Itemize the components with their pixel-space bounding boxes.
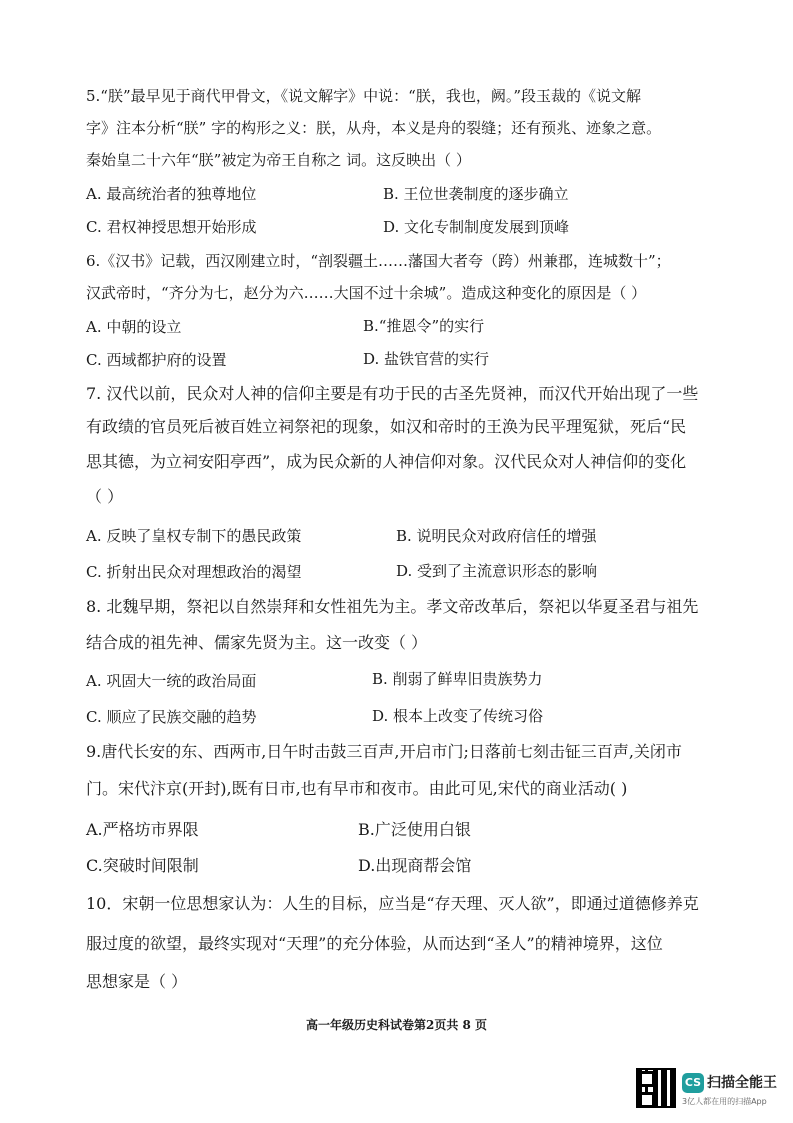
q9-option-b: B.广泛使用白银	[358, 820, 471, 839]
q6-stem-line-2: 汉武帝时，“齐分为七，赵分为六……大国不过十余城”。造成这种变化的原因是（ ）	[86, 284, 647, 302]
q6-option-b: B.“推恩令”的实行	[363, 317, 485, 335]
q7-stem-line-1: 7. 汉代以前，民众对人神的信仰主要是有功于民的古圣先贤神，而汉代开始出现了一些	[86, 384, 699, 403]
q10-stem-line-1: 10．宋朝一位思想家认为：人生的目标，应当是“存天理、灭人欲”，即通过道德修养克	[86, 894, 699, 913]
camscanner-logo-icon: CS	[682, 1073, 704, 1093]
q6-option-d: D. 盐铁官营的实行	[363, 350, 490, 368]
q7-option-a: A. 反映了皇权专制下的愚民政策	[86, 527, 302, 545]
q9-stem-line-2: 门。宋代汴京(开封),既有日市,也有早市和夜市。由此可见,宋代的商业活动( )	[86, 779, 628, 798]
q8-option-b: B. 削弱了鲜卑旧贵族势力	[372, 670, 543, 688]
q10-stem-line-2: 服过度的欲望，最终实现对“天理”的充分体验，从而达到“圣人”的精神境界，这位	[86, 934, 663, 953]
q6-stem-line-1: 6.《汉书》记载，西汉刚建立时，“剖裂疆土……藩国大者夸（跨）州兼郡，连城数十”；	[86, 252, 671, 270]
q9-stem-line-1: 9.唐代长安的东、西两市,日午时击鼓三百声,开启市门;日落前七刻击钲三百声,关闭市	[86, 742, 682, 761]
q5-stem-line-3: 秦始皇二十六年“朕”被定为帝王自称之 词。这反映出（ ）	[86, 151, 471, 169]
q5-option-a: A. 最高统治者的独尊地位	[86, 185, 257, 203]
q6-option-a: A. 中朝的设立	[86, 318, 182, 336]
q7-option-b: B. 说明民众对政府信任的增强	[396, 527, 597, 545]
q9-option-d: D.出现商帮会馆	[358, 856, 472, 875]
qr-code-icon	[636, 1068, 676, 1108]
q5-stem-line-1: 5.“朕”最早见于商代甲骨文，《说文解字》中说：“朕，我也，阙。”段玉裁的《说文解	[86, 87, 641, 105]
q8-option-a: A. 巩固大一统的政治局面	[86, 672, 257, 690]
q5-stem-line-2: 字》注本分析“朕” 字的构形之义：朕，从舟，本义是舟的裂缝；还有预兆、迹象之意。	[86, 119, 662, 137]
q7-stem-line-4: （ ）	[86, 487, 124, 506]
q6-option-c: C. 西域都护府的设置	[86, 351, 227, 369]
q5-option-b: B. 王位世袭制度的逐步确立	[383, 185, 569, 203]
q8-option-c: C. 顺应了民族交融的趋势	[86, 708, 257, 726]
q9-option-a: A.严格坊市界限	[86, 820, 199, 839]
scanner-tagline: 3亿人都在用的扫描App	[682, 1097, 767, 1106]
q5-option-d: D. 文化专制制度发展到顶峰	[383, 218, 570, 236]
scanner-brand: 扫描全能王	[707, 1075, 777, 1091]
q8-stem-line-1: 8. 北魏早期，祭祀以自然崇拜和女性祖先为主。孝文帝改革后，祭祀以华夏圣君与祖先	[86, 597, 699, 616]
q7-stem-line-3: 思其德，为立祠安阳亭西”，成为民众新的人神信仰对象。汉代民众对人神信仰的变化	[86, 452, 687, 471]
page-footer: 高一年级历史科试卷第2页共 8 页	[305, 1018, 488, 1032]
q7-option-d: D. 受到了主流意识形态的影响	[396, 562, 598, 580]
q7-stem-line-2: 有政绩的官员死后被百姓立祠祭祀的现象，如汉和帝时的王涣为民平理冤狱，死后“民	[86, 417, 687, 436]
q9-option-c: C.突破时间限制	[86, 856, 199, 875]
q5-option-c: C. 君权神授思想开始形成	[86, 218, 257, 236]
q7-option-c: C. 折射出民众对理想政治的渴望	[86, 563, 302, 581]
q10-stem-line-3: 思想家是（ ）	[86, 972, 188, 991]
q8-stem-line-2: 结合成的祖先神、儒家先贤为主。这一改变（ ）	[86, 633, 428, 652]
q8-option-d: D. 根本上改变了传统习俗	[372, 707, 544, 725]
